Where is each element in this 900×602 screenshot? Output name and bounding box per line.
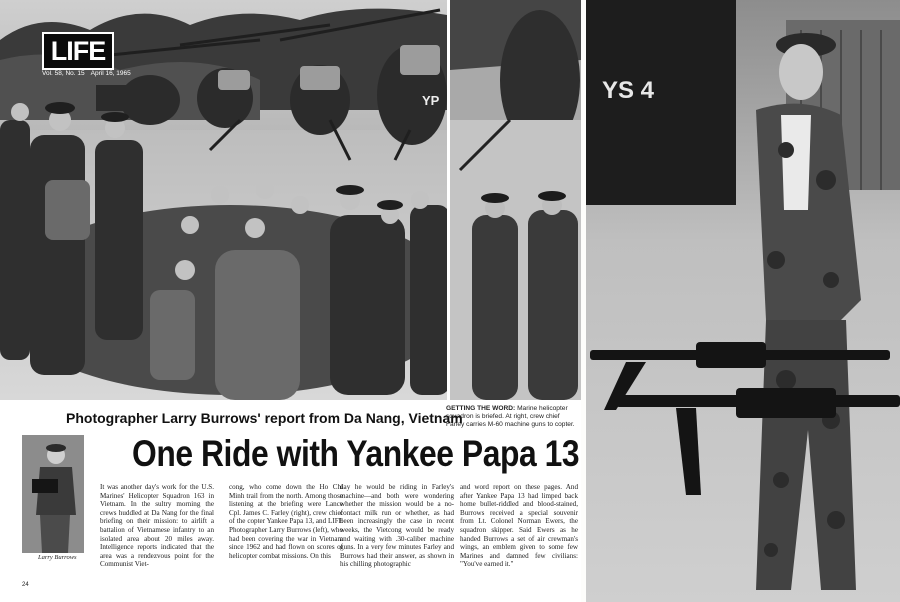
kicker: Photographer Larry Burrows' report from Da Nang, Vietnam [66, 410, 463, 426]
portrait-caption: Larry Burrows [38, 554, 77, 561]
marines-photo [450, 0, 581, 400]
article-column: day he would be riding in Farley's machine—and both were wondering whether the mission would be a no-contact milk run or whether, as had been increasingly the case in recent weeks, the Vietcong would be ready and waiting with .30-caliber machine guns. In a very few minutes Farley and Burrows had their answer, as shown in his chilling photographic [340, 483, 454, 569]
copter-marking-yp: YP [422, 93, 440, 108]
article-column: cong, who come down the Ho Chi Minh trail from the north. Among those listening at the briefing were Lance Cpl. James C. Farley (right), crew chief of the copter Yankee Papa 13, and LIFE Photographer Larry Burrows (left), who had been covering the war in Vietnam since 1962 and had flown on scores of helicopter combat missions. On this [229, 483, 343, 560]
photographer-portrait [22, 435, 84, 553]
article-column: It was another day's work for the U.S. Marines' Helicopter Squadron 163 in Vietnam. In the sultry morning the crews huddled at Da Nang for the final briefing on their mission: to airlift a battalion of Vietnamese infantry to an isolated area about 20 miles away. Intelligence reports indicated that the area was a rendezvous point for the Communist Viet- [100, 483, 214, 569]
headline: One Ride with Yankee Papa 13 [132, 433, 580, 474]
article-column: and word report on these pages. And after Yankee Papa 13 had limped back home bullet-riddled and blood-stained, Burrows received a special souvenir from Lt. Colonel Norman Ewers, the squadron skipper. Said Ewers as he handed Burrows a set of air crewman's wings, an emblem given to some few Marines and damned few civilians: "You've earned it." [460, 483, 578, 569]
life-logo: LIFE [42, 32, 114, 70]
page-number: 24 [22, 582, 29, 588]
photo-caption [446, 405, 579, 429]
caption-text: Marine helicopter squadron is briefed. At right, crew chief Farley carries M-60 machine guns to copter. [446, 405, 575, 428]
copter-marking-ys4: YS 4 [602, 77, 655, 104]
issue-date: April 16, 1965 [90, 70, 131, 77]
crew-chief-photo [586, 0, 900, 602]
briefing-photo [0, 0, 447, 400]
caption-lead: GETTING THE WORD: [446, 405, 516, 412]
issue-volume: Vol. 58, No. 15 [42, 70, 85, 77]
issue-line [42, 70, 137, 77]
